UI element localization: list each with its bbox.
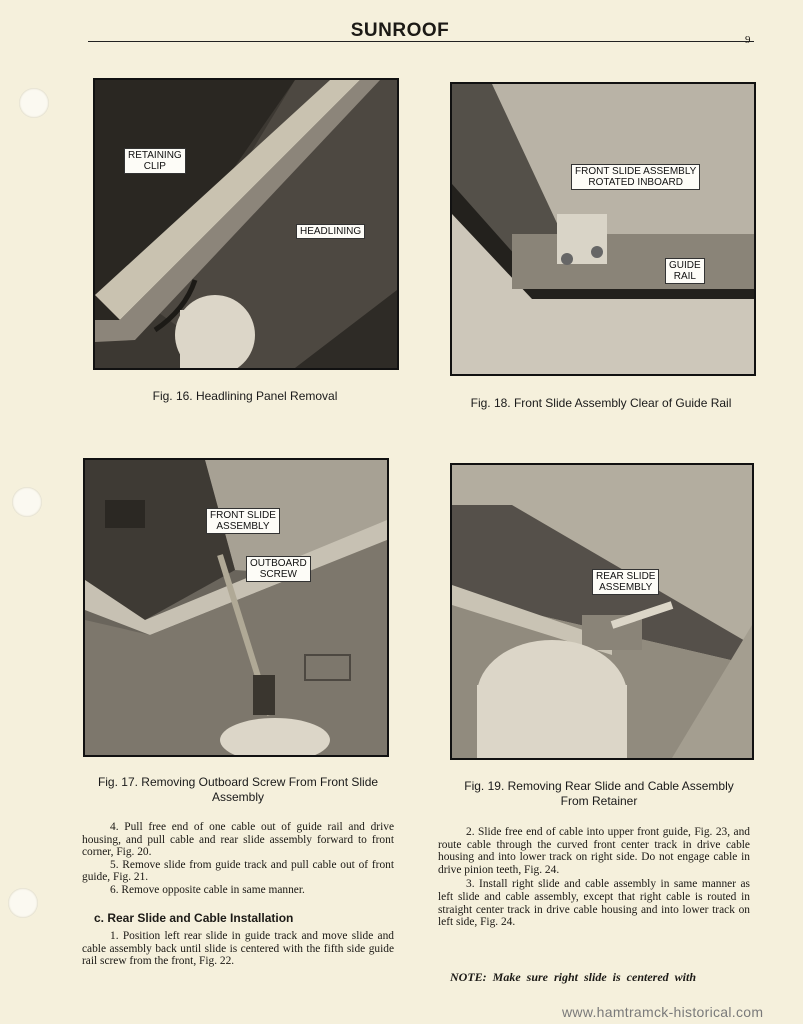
paragraph: 1. Position left rear slide in guide track and move slide and cable assembly back until slide is centered with the fifth side guide rail screw from the front, Fig. 22. <box>82 930 394 968</box>
right-column-text <box>438 826 750 929</box>
page-number: 9 <box>745 34 751 46</box>
callout-front-slide-assembly: FRONT SLIDE ASSEMBLY <box>206 508 280 534</box>
paragraph: 3. Install right slide and cable assembly in same manner as left slide and cable assembly, except that right cable is routed in straight center track in drive cable housing and into lower track on left side, Fig. 24. <box>438 878 750 929</box>
callout-retaining-clip: RETAINING CLIP <box>124 148 186 174</box>
figure-16-caption: Fig. 16. Headlining Panel Removal <box>152 389 338 403</box>
paragraph: 4. Pull free end of one cable out of guide rail and drive housing, and pull cable and rear slide assembly forward to front corner, Fig. 20. <box>82 821 394 859</box>
figure-18-photo <box>450 82 756 376</box>
watermark: www.hamtramck-historical.com <box>562 1004 764 1020</box>
page-title: SUNROOF <box>350 20 450 41</box>
punch-hole <box>19 88 49 118</box>
left-column-text <box>82 821 394 897</box>
figure-19-caption: Fig. 19. Removing Rear Slide and Cable Assembly From Retainer <box>464 779 734 808</box>
figure-17-caption: Fig. 17. Removing Outboard Screw From Front Slide Assembly <box>97 775 379 804</box>
figure-18-caption: Fig. 18. Front Slide Assembly Clear of Guide Rail <box>470 396 732 410</box>
note-text: NOTE: Make sure right slide is centered with <box>450 970 697 984</box>
figure-19-photo <box>450 463 754 760</box>
callout-front-slide-rotated: FRONT SLIDE ASSEMBLY ROTATED INBOARD <box>571 164 700 190</box>
paragraph: 2. Slide free end of cable into upper front guide, Fig. 23, and route cable through the curved front center track in drive cable housing and into lower track on right side. Do not engage cable in drive pinion teeth, Fig. 24. <box>438 826 750 876</box>
callout-rear-slide-assembly: REAR SLIDE ASSEMBLY <box>592 569 659 595</box>
paragraph: 5. Remove slide from guide track and pull cable out of front guide, Fig. 21. <box>82 858 394 884</box>
callout-guide-rail: GUIDE RAIL <box>665 258 705 284</box>
punch-hole <box>8 888 38 918</box>
punch-hole <box>12 487 42 517</box>
figure-17-photo <box>83 458 389 757</box>
section-heading: c. Rear Slide and Cable Installation <box>94 911 294 925</box>
left-column-section-text <box>82 930 394 968</box>
callout-headlining: HEADLINING <box>296 224 365 239</box>
header-rule <box>88 41 754 42</box>
paragraph: 6. Remove opposite cable in same manner. <box>110 883 305 896</box>
callout-outboard-screw: OUTBOARD SCREW <box>246 556 311 582</box>
